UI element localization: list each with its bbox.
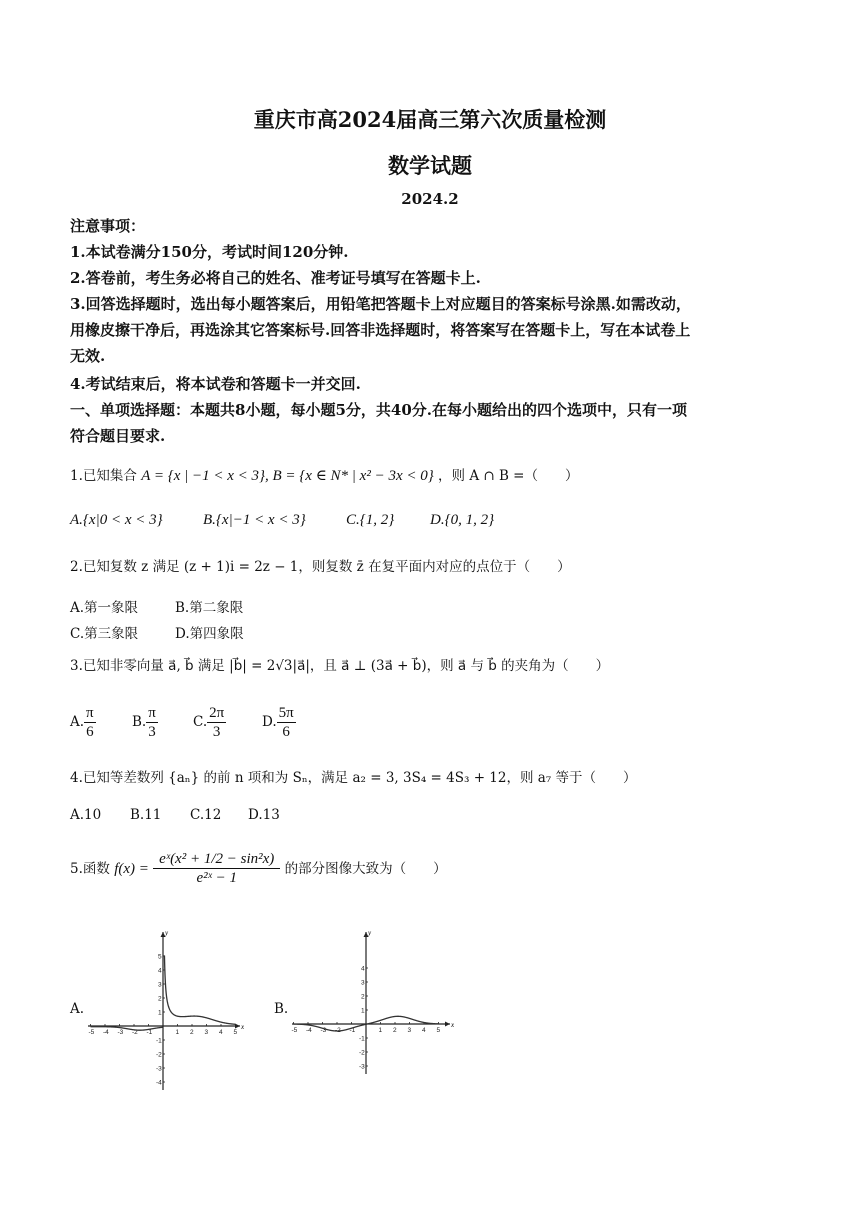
q3-option-c: C. $\frac{2\pi}{3}$ [193,705,225,740]
x-tick-label: 4 [422,1027,426,1034]
x-tick-label: 2 [190,1029,194,1036]
x-tick-label: -1 [146,1029,153,1036]
q3-option-b: B. $\frac{\pi}{3}$ [132,705,156,740]
notice-item-3-cont: 用橡皮擦干净后，再选涂其它答案标号.回答非选择题时，将答案写在答题卡上，写在本试卷上 [70,321,691,339]
x-tick-label: -2 [132,1029,138,1036]
question-1 [70,466,795,486]
x-tick-label: 3 [204,1029,209,1036]
question-2: 2.已知复数 z 满足 (z + 1)i = 2z − 1，则复数 z̄ 在复平面内对应的点位于（ ） [70,559,571,575]
y-tick-label: -2 [359,1049,365,1057]
q5-suffix: 的部分图像大致为（ ） [284,860,447,877]
x-tick-label: 3 [407,1027,412,1034]
q5-numerator: eˣ(x² + 1/2 − sin²x) [153,850,280,869]
q1-option-b: B.{x|−1 < x < 3} [203,512,306,528]
q5-option-a-label: A. [70,1001,85,1017]
y-axis-label: y [165,929,169,937]
q1-prefix: 1.已知集合 [70,468,137,484]
q2-option-a: A.第一象限 [70,600,139,616]
section-heading-line1: 一、单项选择题：本题共8小题，每小题5分，共40分.在每小题给出的四个选项中，只有一项 [70,401,687,419]
question-4: 4.已知等差数列 {aₙ} 的前 n 项和为 Sₙ，满足 a₂ = 3, 3S₄ = 4S₃ + 12，则 a₇ 等于（ ） [70,770,637,786]
x-tick-label: 4 [219,1029,223,1036]
q1-option-d: D.{0, 1, 2} [430,512,495,528]
q5-option-b-label: B. [274,1001,289,1017]
x-tick-label: 5 [436,1027,441,1034]
x-axis-label: x [241,1023,245,1031]
x-tick-label: -5 [291,1027,298,1034]
q2-option-d: D.第四象限 [175,626,244,642]
q4-option-a: A.10 [70,807,102,823]
y-tick-label: 4 [361,965,365,973]
notice-item-3: 3.回答选择题时，选出每小题答案后，用铅笔把答题卡上对应题目的答案标号涂黑.如需改动， [70,295,691,313]
q5-denominator: e²ˣ − 1 [196,870,237,886]
section-heading-line2: 符合题目要求. [70,427,166,445]
x-tick-label: 2 [393,1027,397,1034]
notice-item-2: 2.答卷前，考生务必将自己的姓名、准考证号填写在答题卡上. [70,269,481,287]
y-tick-label: 5 [158,953,162,961]
y-tick-label: 3 [361,979,365,987]
q5-graph-a [86,926,246,1092]
x-tick-label: 1 [378,1027,383,1034]
y-tick-label: 3 [158,981,162,989]
x-tick-label: -2 [335,1027,341,1034]
question-3: 3.已知非零向量 a⃗, b⃗ 满足 |b⃗| = 2√3|a⃗|，且 a⃗ ⊥ (3a⃗ + b⃗)，则 a⃗ 与 b⃗ 的夹角为（ ） [70,658,610,674]
x-tick-label: -3 [117,1029,124,1036]
x-tick-label: -4 [306,1027,312,1034]
notice-item-1: 1.本试卷满分150分，考试时间120分钟. [70,243,349,261]
y-tick-label: 2 [361,993,365,1001]
y-tick-label: 4 [158,967,162,975]
q1-sets: A = {x | −1 < x < 3}, B = {x ∈ N* | x² − 3x < 0} [141,468,434,484]
x-tick-label: -5 [88,1029,95,1036]
q2-option-c: C.第三象限 [70,626,139,642]
y-tick-label: -2 [156,1051,162,1059]
x-axis-label: x [451,1021,455,1029]
exam-subject: 数学试题 [388,153,472,178]
q1-option-c: C.{1, 2} [346,512,395,528]
q4-option-b: B.11 [130,807,162,823]
q2-option-b: B.第二象限 [175,600,244,616]
y-tick-label: -4 [156,1079,162,1087]
q5-prefix: 5.函数 [70,860,110,877]
q5-func-lhs: f(x) = [114,860,149,877]
notice-heading: 注意事项： [70,217,146,235]
question-5 [70,850,795,887]
x-tick-label: -4 [103,1029,109,1036]
q4-option-c: C.12 [190,807,222,823]
q3-option-d: D. $\frac{5\pi}{6}$ [262,705,294,740]
y-tick-label: 1 [361,1007,365,1015]
x-tick-label: -1 [349,1027,356,1034]
y-tick-label: 2 [158,995,162,1003]
y-tick-label: -3 [359,1063,365,1071]
notice-item-4: 4.考试结束后，将本试卷和答题卡一并交回. [70,375,361,393]
q4-option-d: D.13 [248,807,280,823]
q3-option-a: A. $\frac{\pi}{6}$ [70,705,94,740]
notice-item-3-end: 无效. [70,347,106,365]
q1-suffix: ，则 A ∩ B =（ ） [438,468,579,484]
y-tick-label: -1 [359,1035,365,1043]
x-tick-label: 5 [233,1029,238,1036]
exam-title: 重庆市高2024届高三第六次质量检测 [253,107,607,132]
q5-graph-b [290,926,456,1076]
x-tick-label: -3 [320,1027,327,1034]
q5-fraction [153,850,280,887]
q1-option-a: A.{x|0 < x < 3} [70,512,163,528]
y-tick-label: -3 [156,1065,162,1073]
y-tick-label: 1 [158,1009,162,1017]
x-axis-arrow [445,1022,450,1027]
exam-date: 2024.2 [401,190,459,208]
x-tick-label: 1 [175,1029,180,1036]
y-axis-label: y [368,929,372,937]
y-tick-label: -1 [156,1037,162,1045]
